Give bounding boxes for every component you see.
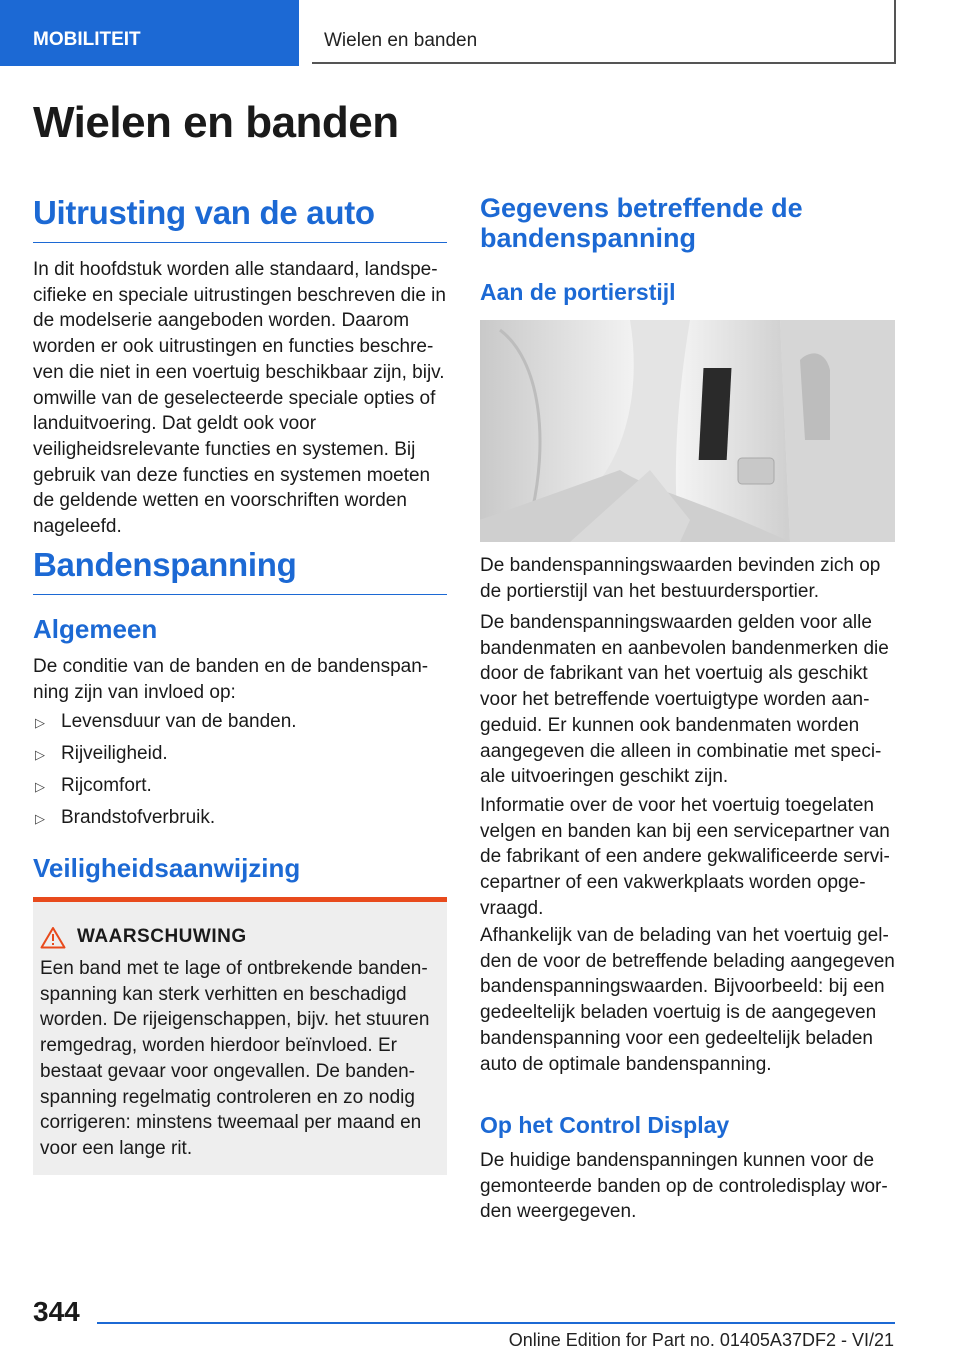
heading-door-pillar: Aan de portierstijl bbox=[480, 279, 676, 305]
page-title: Wielen en banden bbox=[33, 98, 399, 147]
door-pillar-image bbox=[480, 320, 895, 542]
heading-equipment: Uitrusting van de auto bbox=[33, 194, 447, 243]
list-item: ▷ Rijcomfort. bbox=[33, 773, 447, 805]
triangle-bullet-icon: ▷ bbox=[35, 779, 45, 794]
warning-triangle-icon bbox=[40, 926, 66, 949]
heading-control-display: Op het Control Display bbox=[480, 1112, 730, 1138]
paragraph-rims-info: Informatie over de voor het voertuig toegelaten velgen en banden kan bij een servicepartner van de fabrikant of een andere gekwalificeerde servicepartner of een vakwerkplaats worden opgevraagd. bbox=[480, 795, 890, 919]
heading-general: Algemeen bbox=[33, 614, 158, 644]
paragraph-load: Afhankelijk van de belading van het voertuig gelden de voor de betreffende belading aangegeven bandenspanningswaarden. Bijvoorbeeld: bij een gedeeltelijk beladen voertuig is de aangegeven bandenspanning voor een gedeeltelijk beladen auto de optimale bandenspanning. bbox=[480, 925, 895, 1075]
heading-pressure-data: Gegevens betreffende de bandenspanning bbox=[480, 193, 803, 253]
footer-rule bbox=[97, 1322, 895, 1324]
paragraph-general: De conditie van de banden en de bandenspanning zijn van invloed op: bbox=[33, 656, 429, 703]
heading-tire-pressure: Bandenspanning bbox=[33, 546, 447, 595]
page-number: 344 bbox=[33, 1296, 80, 1327]
paragraph-control-display: De huidige bandenspanningen kunnen voor de gemonteerde banden op de controledisplay worden weergegeven. bbox=[480, 1150, 888, 1223]
paragraph-equipment: In dit hoofdstuk worden alle standaard, landspecifieke en speciale uitrustingen beschreven die in de modelserie aangeboden worden. Daarom worden er ook uitrustingen en functies beschreven die niet in een voertuig beschikbaar zijn, bijv. omwille van de geselecteerde speciale opties of landuitvoering. Dat geldt ook voor veiligheidsrelevante functies en systemen. Bij gebruik van deze functies en systemen moeten de geldende wetten en voorschriften worden nageleefd. bbox=[33, 259, 446, 538]
list-item: ▷ Rijveiligheid. bbox=[33, 741, 447, 773]
paragraph-validity: De bandenspanningswaarden gelden voor alle bandenmaten en aanbevolen bandenmerken die door de fabrikant van het voertuig als geschikt voor het betreffende voertuigtype worden aangeduid. Er kunnen ook bandenmaten worden aangegeven die alleen in combinatie met speciale uitvoeringen geschikt zijn. bbox=[480, 612, 889, 788]
paragraph-pillar-location: De bandenspanningswaarden bevinden zich op de portierstijl van het bestuurdersportier. bbox=[480, 555, 881, 602]
heading-safety-note: Veiligheidsaanwijzing bbox=[33, 853, 301, 883]
chapter-tab[interactable]: Wielen en banden bbox=[312, 0, 896, 64]
list-item: ▷ Levensduur van de banden. bbox=[33, 709, 447, 741]
triangle-bullet-icon: ▷ bbox=[35, 747, 45, 762]
triangle-bullet-icon: ▷ bbox=[35, 715, 45, 730]
section-tab[interactable]: MOBILITEIT bbox=[0, 0, 299, 66]
footer-edition: Online Edition for Part no. 01405A37DF2 - VI/21 bbox=[508, 1330, 894, 1350]
warning-text: Een band met te lage of ontbrekende bandenspanning kan sterk verhitten en beschadigd worden. De rijeigenschappen, bijv. het stuuren remgedrag, worden hierdoor beïnvloed. Er bestaat gevaar voor ongevallen. De bandenspanning regelmatig controleren en zo nodig corrigeren: minstens tweemaal per maand en voor een lange rit. bbox=[40, 958, 430, 1159]
door-pillar-illustration bbox=[480, 320, 895, 542]
bullet-list bbox=[33, 709, 447, 837]
list-item: ▷ Brandstofverbruik. bbox=[33, 805, 447, 837]
warning-box bbox=[33, 897, 447, 1175]
triangle-bullet-icon: ▷ bbox=[35, 811, 45, 826]
warning-title: WAARSCHUWING bbox=[77, 926, 247, 947]
